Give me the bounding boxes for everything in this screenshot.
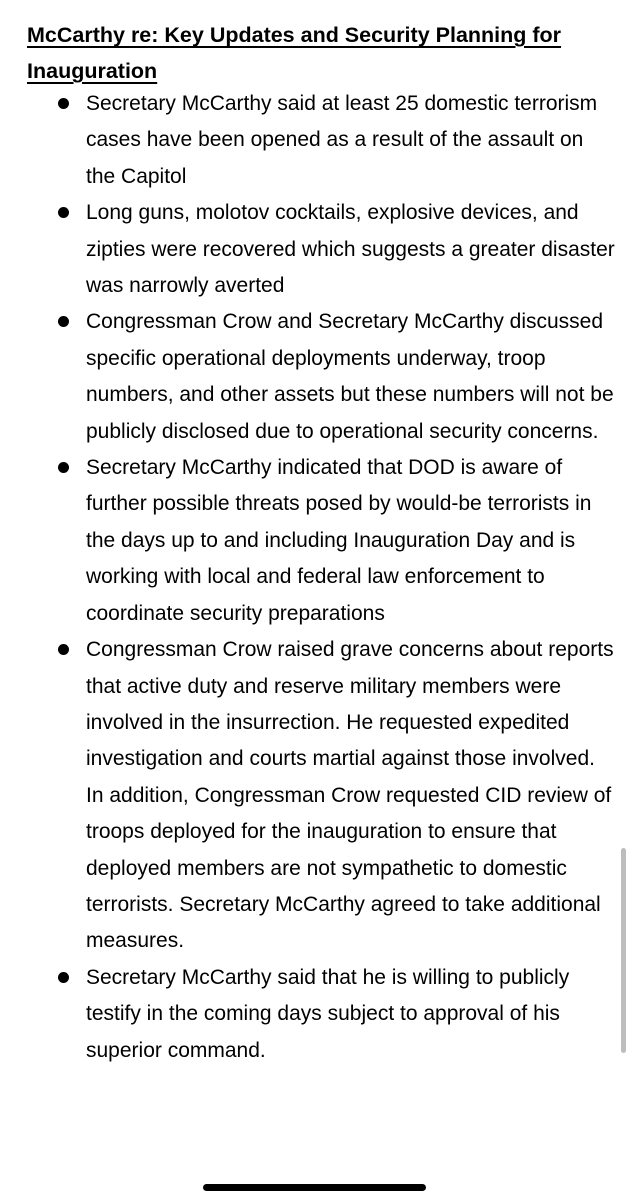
list-item (0, 632, 629, 960)
section-heading: McCarthy re: Key Updates and Security Planning for Inauguration (27, 23, 562, 83)
list-item-text: Secretary McCarthy said that he is willing to publicly testify in the coming days subject to approval of his superior command. (86, 965, 570, 1062)
bullet-icon (58, 316, 69, 327)
list-item-text: Secretary McCarthy said at least 25 domestic terrorism cases have been opened as a result of the assault on the Capitol (86, 92, 598, 188)
vertical-scrollbar[interactable] (621, 848, 626, 1053)
list-item-text: Congressman Crow and Secretary McCarthy discussed specific operational deployments underway, troop numbers, and other assets but these numbers will not be publicly disclosed due to operational security concerns. (86, 310, 614, 443)
list-item (0, 304, 629, 450)
home-indicator[interactable] (203, 1184, 426, 1191)
list-item (0, 195, 629, 304)
list-item (0, 450, 629, 632)
bullet-icon (58, 462, 69, 473)
bullet-icon (58, 972, 69, 983)
bullet-icon (58, 98, 69, 109)
bullet-icon (58, 207, 69, 218)
list-item (0, 960, 629, 1069)
bullet-icon (58, 644, 69, 655)
list-item-text: Long guns, molotov cocktails, explosive devices, and zipties were recovered which suggests a greater disaster was narrowly averted (86, 201, 615, 298)
list-item-text: Secretary McCarthy indicated that DOD is aware of further possible threats posed by would-be terrorists in the days up to and including Inauguration Day and is working with local and federal law enforcement to coordinate security preparations (86, 456, 592, 625)
list-item-text: Congressman Crow raised grave concerns about reports that active duty and reserve military members were involved in the insurrection. He requested expedited investigation and courts martial against those involved. In addition, Congressman Crow requested CID review of troops deployed for the inauguration to ensure that deployed members are not sympathetic to domestic terrorists. Secretary McCarthy agreed to take additional measures. (86, 638, 614, 953)
bullet-list (0, 86, 629, 1069)
list-item (0, 86, 629, 195)
